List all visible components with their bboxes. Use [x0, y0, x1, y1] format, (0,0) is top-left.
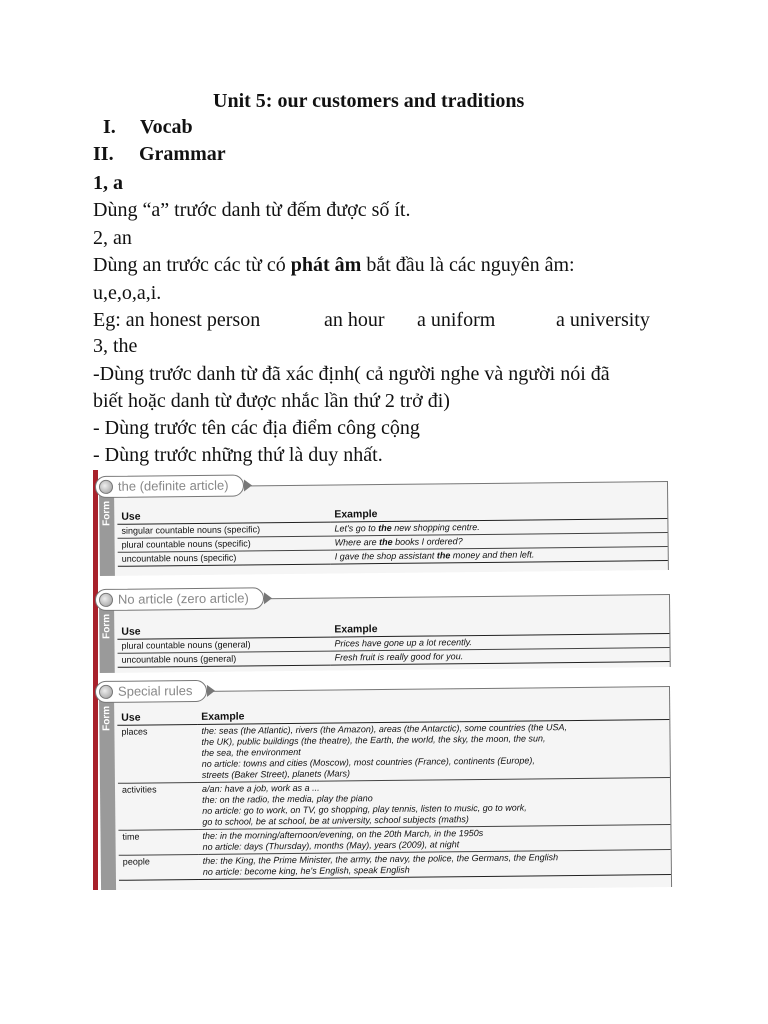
- table-row: plural countable nouns (general) Prices have gone up a lot recently.: [117, 634, 669, 654]
- bullet-icon: [99, 685, 113, 699]
- scanned-grammar-table: [93, 470, 695, 890]
- column-header-use: Use: [117, 710, 197, 725]
- arrow-icon: [207, 685, 215, 697]
- definite-article-table: [117, 504, 668, 567]
- form-tab: Form: [99, 488, 115, 576]
- form-tab: Form: [99, 693, 116, 890]
- table-row: uncountable nouns (general) Fresh fruit is really good for you.: [118, 648, 670, 668]
- an-text-post: bắt đầu là các nguyên âm:: [361, 254, 575, 276]
- column-header-use: Use: [117, 508, 330, 525]
- bullet-icon: [99, 480, 113, 494]
- panel-title: Special rules: [95, 680, 208, 703]
- the-rule-2: - Dùng trước tên các địa điểm công cộng: [93, 417, 420, 439]
- heading-vocab-label: Vocab: [140, 116, 193, 138]
- special-rules-panel: [99, 683, 672, 890]
- section-the-label: 3, the: [93, 335, 138, 357]
- example-3: a uniform: [417, 309, 496, 331]
- zero-article-panel: [99, 590, 671, 673]
- zero-article-table: [117, 619, 669, 668]
- arrow-icon: [243, 479, 251, 491]
- heading-vocab-number: I.: [103, 116, 116, 138]
- section-an-label: 2, an: [93, 227, 132, 249]
- heading-grammar: [93, 141, 226, 167]
- page-title: Unit 5: our customers and traditions: [213, 90, 525, 112]
- table-row: activities a/an: have a job, work as a ... the: on the radio, the media, play the piano no article: go to work, on TV, go shopping, play tennis, listen to music, go to work, go to school, be at school, be at university, school subjects (maths): [118, 778, 670, 831]
- section-an-vowels: u,e,o,a,i.: [93, 282, 162, 304]
- bullet-icon: [99, 593, 113, 607]
- special-rules-table: [117, 705, 671, 881]
- the-rule-1b: biết hoặc danh từ được nhắc lần thứ 2 trở đi): [93, 390, 450, 412]
- panel-title: No article (zero article): [95, 587, 264, 611]
- example-2: an hour: [324, 309, 385, 331]
- column-header-example: Example: [197, 705, 669, 724]
- example-1: Eg: an honest person: [93, 309, 261, 331]
- form-tab: Form: [99, 601, 115, 673]
- the-rule-1a: -Dùng trước danh từ đã xác định( cả người nghe và người nói đã: [93, 363, 610, 385]
- heading-vocab: [103, 114, 193, 140]
- an-text-pre: Dùng an trước các từ có: [93, 254, 291, 276]
- heading-grammar-label: Grammar: [139, 143, 226, 165]
- an-text-bold: phát âm: [290, 254, 362, 276]
- panel-title: the (definite article): [95, 474, 244, 498]
- table-row: people the: the King, the Prime Minister, the army, the navy, the police, the Germans, the English no article: become king, he's English, speak English: [119, 850, 671, 881]
- column-header-use: Use: [117, 623, 330, 640]
- table-row: places the: seas (the Atlantic), rivers (the Amazon), areas (the Antarctic), some countries (the USA, the UK), public buildings (the theatre), the Earth, the world, the sky, the moon, the sun, the sea, the environment no article: towns and cities (Moscow), most countries (France), continents (Europe), streets (Baker Street), planets (Mars): [117, 720, 670, 784]
- heading-grammar-number: II.: [93, 143, 114, 165]
- definite-article-panel: [99, 477, 669, 576]
- table-row: uncountable nouns (specific) I gave the shop assistant the money and then left.: [118, 547, 668, 567]
- section-a-text: Dùng “a” trước danh từ đếm được số ít.: [93, 199, 411, 221]
- table-row: plural countable nouns (specific) Where are the books I ordered?: [118, 533, 668, 553]
- the-rule-3: - Dùng trước những thứ là duy nhất.: [93, 444, 383, 466]
- column-header-example: Example: [330, 619, 669, 637]
- table-row: singular countable nouns (specific) Let's go to the new shopping centre.: [117, 519, 667, 539]
- example-line: [93, 307, 260, 333]
- section-an-text: [93, 252, 575, 278]
- red-margin-bar: [93, 470, 98, 890]
- section-a-label: 1, a: [93, 172, 123, 194]
- column-header-example: Example: [330, 504, 667, 522]
- arrow-icon: [264, 592, 272, 604]
- example-4: a university: [556, 309, 650, 331]
- table-row: time the: in the morning/afternoon/evening, on the 20th March, in the 1950s no article: days (Thursday), months (May), years (2009), at night: [118, 825, 670, 856]
